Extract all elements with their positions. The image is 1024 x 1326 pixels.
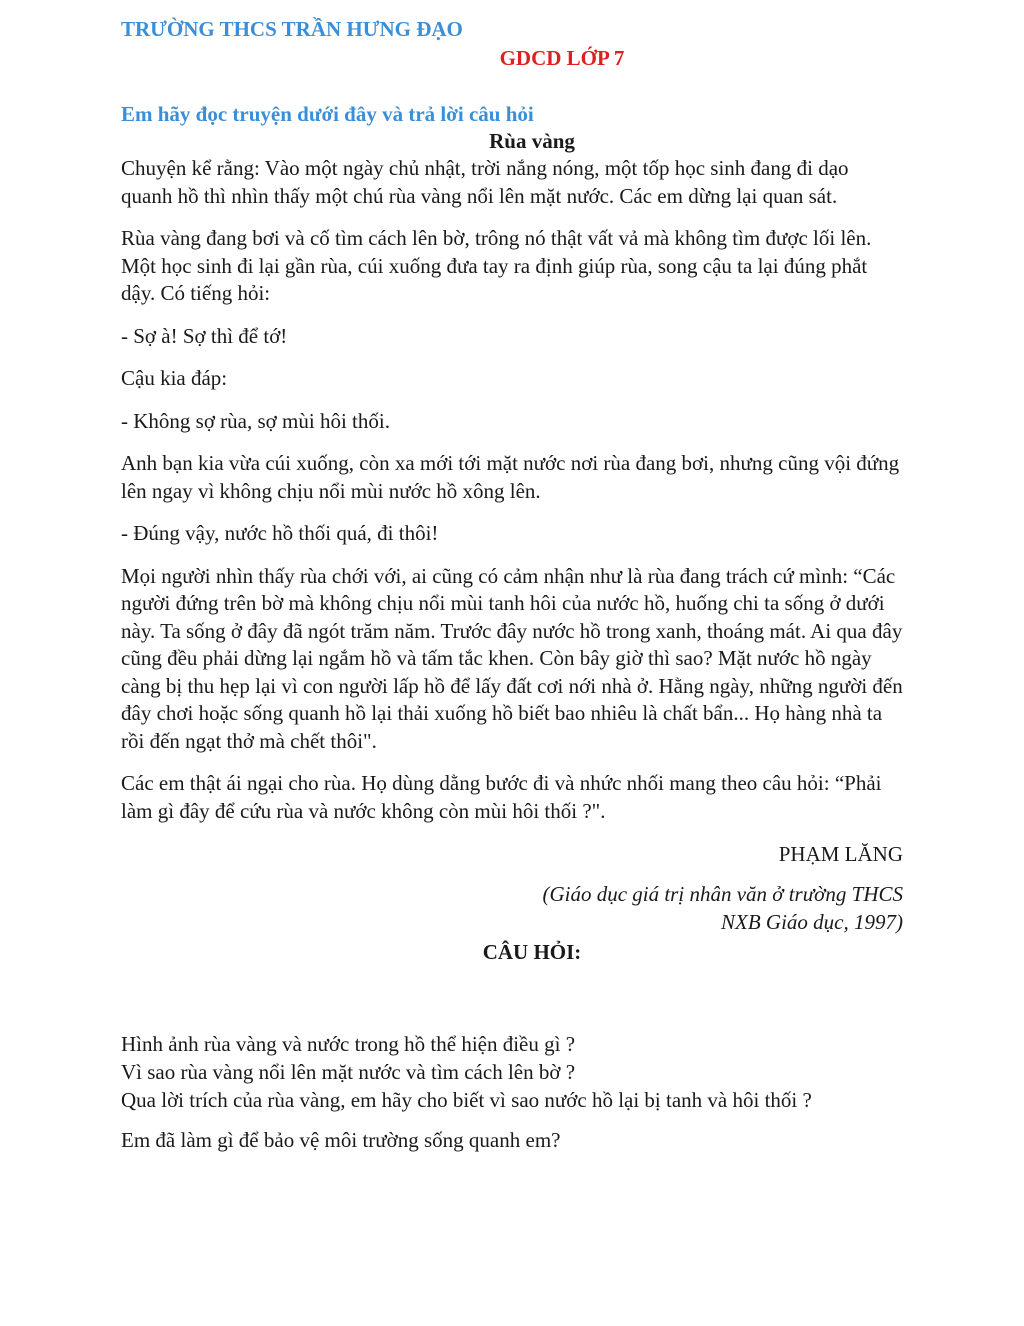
- story-paragraph: Chuyện kể rằng: Vào một ngày chủ nhật, trời nắng nóng, một tốp học sinh đang đi dạo quanh hồ thì nhìn thấy một chú rùa vàng nổi lên mặt nước. Các em dừng lại quan sát.: [121, 156, 849, 208]
- question-item: Qua lời trích của rùa vàng, em hãy cho biết vì sao nước hồ lại bị tanh và hôi thối ?: [121, 1088, 812, 1112]
- story-paragraph: Rùa vàng đang bơi và cố tìm cách lên bờ, trông nó thật vất vả mà không tìm được lối lên. Một học sinh đi lại gần rùa, cúi xuống đưa tay ra định giúp rùa, song cậu ta lại đúng phắt dậy. Có tiếng hỏi:: [121, 226, 872, 305]
- story-author: PHẠM LĂNG: [778, 842, 903, 866]
- instruction-heading: Em hãy đọc truyện dưới đây và trả lời câu hỏi: [121, 102, 534, 126]
- story-paragraph: Các em thật ái ngại cho rùa. Họ dùng dằng bước đi và nhức nhối mang theo câu hỏi: “Phải làm gì đây để cứu rùa và nước không còn mùi hôi thối ?".: [121, 771, 882, 823]
- story-paragraph: - Sợ à! Sợ thì để tớ!: [121, 323, 288, 348]
- story-paragraph: - Đúng vậy, nước hồ thối quá, đi thôi!: [121, 521, 439, 545]
- document-page: [121, 14, 903, 1154]
- school-name: TRƯỜNG THCS TRẦN HƯNG ĐẠO: [121, 17, 463, 41]
- question-item: Em đã làm gì để bảo vệ môi trường sống quanh em?: [121, 1128, 561, 1152]
- story-source-line: (Giáo dục giá trị nhân văn ở trường THCS: [542, 882, 903, 906]
- question-item: Vì sao rùa vàng nổi lên mặt nước và tìm cách lên bờ ?: [121, 1060, 576, 1084]
- questions-title: CÂU HỎI:: [482, 940, 582, 964]
- story-source-line: NXB Giáo dục, 1997): [721, 910, 903, 934]
- story-paragraph: Cậu kia đáp:: [121, 366, 228, 390]
- question-item: Hình ảnh rùa vàng và nước trong hồ thể hiện điều gì ?: [121, 1032, 576, 1056]
- story-title: Rùa vàng: [489, 129, 575, 153]
- story-paragraph: Mọi người nhìn thấy rùa chới với, ai cũng có cảm nhận như là rùa đang trách cứ mình: “Các người đứng trên bờ mà không chịu nổi mùi tanh hôi của nước hồ, huống chi ta sống ở dưới này. Ta sống ở đây đã ngót trăm năm. Trước đây nước hồ trong xanh, thoáng mát. Ai qua đây cũng đều phải dừng lại ngắm hồ và tấm tắc khen. Còn bây giờ thì sao? Mặt nước hồ ngày càng bị thu hẹp lại vì con người lấp hồ để lấy đất cơi nới nhà ở. Hằng ngày, những người đến đây chơi hoặc sống quanh hồ lại thải xuống hồ biết bao nhiêu là chất bẩn... Họ hàng nhà ta rồi đến ngạt thở mà chết thôi".: [121, 563, 903, 753]
- story-paragraph: - Không sợ rùa, sợ mùi hôi thối.: [121, 408, 390, 433]
- subject-title: GDCD LỚP 7: [499, 46, 625, 70]
- questions-list: [121, 1030, 903, 1154]
- story-paragraph: Anh bạn kia vừa cúi xuống, còn xa mới tới mặt nước nơi rùa đang bơi, nhưng cũng vội đứng lên ngay vì không chịu nổi mùi nước hồ xông lên.: [121, 451, 900, 503]
